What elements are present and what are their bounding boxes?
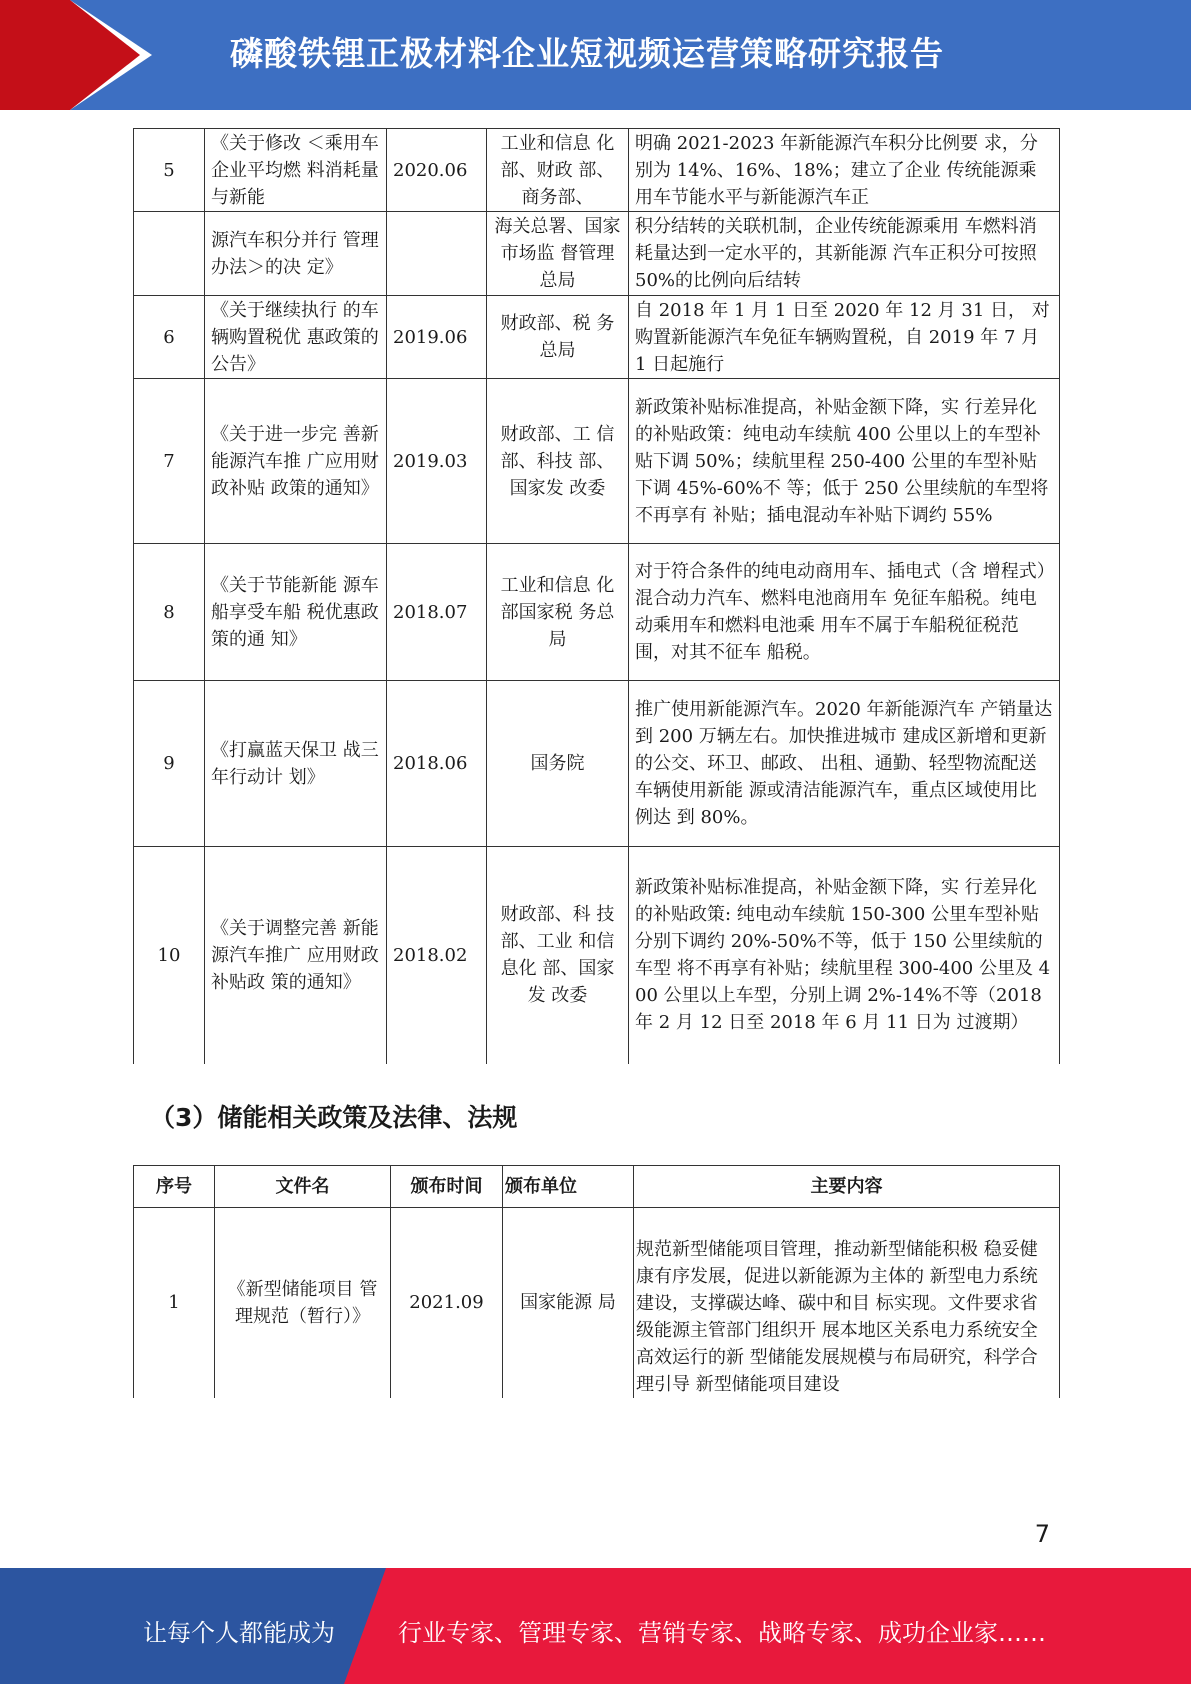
main-content: 对于符合条件的纯电动商用车、插电式（含 增程式）混合动力汽车、燃料电池商用车 免征车船税。纯电动乘用车和燃料电池乘 用车不属于车船税征税范围，对其不征车 船税。 [629,544,1060,681]
document-name: 源汽车积分并行 管理办法＞的决 定》 [205,212,387,296]
issue-date: 2020.06 [387,129,487,212]
table-row [134,1208,1060,1398]
issue-date: 2019.06 [387,296,487,379]
issuing-body: 财政部、工 信部、科技 部、国家发 改委 [487,379,629,544]
column-header-issuer: 颁布单位 [503,1166,634,1208]
document-name: 《关于继续执行 的车辆购置税优 惠政策的公告》 [205,296,387,379]
column-header-name: 文件名 [215,1166,391,1208]
table-row [134,296,1060,379]
document-name: 《新型储能项目 管理规范（暂行）》 [215,1208,391,1398]
section-heading: （3）储能相关政策及法律、法规 [150,1103,518,1132]
document-name: 《关于节能新能 源车船享受车船 税优惠政策的通 知》 [205,544,387,681]
header-red-band [0,0,70,110]
issuing-body: 工业和信息 化部国家税 务总局 [487,544,629,681]
main-content: 自 2018 年 1 月 1 日至 2020 年 12 月 31 日， 对购置新能源汽车免征车辆购置税，自 2019 年 7 月 1 日起施行 [629,296,1060,379]
issuing-body: 财政部、税 务总局 [487,296,629,379]
page-footer [0,1568,1191,1684]
issue-date: 2021.09 [391,1208,503,1398]
footer-slogan-left: 让每个人都能成为 [143,1619,335,1647]
row-index: 8 [134,544,205,681]
nev-policy-table [133,128,1060,1064]
report-title: 磷酸铁锂正极材料企业短视频运营策略研究报告 [230,34,944,73]
row-index: 5 [134,129,205,212]
issue-date [387,212,487,296]
row-index: 7 [134,379,205,544]
table-row [134,379,1060,544]
main-content: 新政策补贴标准提高，补贴金额下降，实 行差异化的补贴政策：纯电动车续航 400 公里以上的车型补贴下调 50%；续航里程 250-400 公里的车型补贴下调 45%-60%不 等；低于 250 公里续航的车型将不再享有 补贴；插电混动车补贴下调约 55% [629,379,1060,544]
issue-date: 2018.06 [387,681,487,847]
table-header-row [134,1166,1060,1208]
main-content: 规范新型储能项目管理，推动新型储能积极 稳妥健康有序发展，促进以新能源为主体的 新型电力系统建设，支撑碳达峰、碳中和目 标实现。文件要求省级能源主管部门组织开 展本地区关系电力系统安全高效运行的新 型储能发展规模与布局研究，科学合理引导 新型储能项目建设 [634,1208,1060,1398]
issuing-body: 财政部、科 技部、工业 和信息化 部、国家发 改委 [487,847,629,1064]
row-index: 9 [134,681,205,847]
issuing-body: 国务院 [487,681,629,847]
footer-slogan-right: 行业专家、管理专家、营销专家、战略专家、成功企业家…… [398,1619,1046,1647]
document-name: 《关于调整完善 新能源汽车推广 应用财政补贴政 策的通知》 [205,847,387,1064]
issue-date: 2019.03 [387,379,487,544]
main-content: 积分结转的关联机制，企业传统能源乘用 车燃料消耗量达到一定水平的，其新能源 汽车正积分可按照 50%的比例向后结转 [629,212,1060,296]
row-index [134,212,205,296]
issuing-body: 工业和信息 化部、财政 部、商务部、 [487,129,629,212]
row-index: 1 [134,1208,215,1398]
row-index: 6 [134,296,205,379]
issue-date: 2018.02 [387,847,487,1064]
page-number: 7 [1034,1520,1050,1548]
footer-blue-slant [344,1568,386,1684]
column-header-date: 颁布时间 [391,1166,503,1208]
header-chevron [70,0,140,110]
document-name: 《打赢蓝天保卫 战三年行动计 划》 [205,681,387,847]
document-name: 《关于修改 ＜乘用车企业平均燃 料消耗量与新能 [205,129,387,212]
main-content: 新政策补贴标准提高，补贴金额下降，实 行差异化的补贴政策: 纯电动车续航 150-300 公里车型补贴分别下调约 20%-50%不等，低于 150 公里续航的车型 将不再享有补贴；续航里程 300-400 公里及 400 公里以上车型，分别上调 2%-14%不等（2018 年 2 月 12 日至 2018 年 6 月 11 日为 过渡期） [629,847,1060,1064]
main-content: 推广使用新能源汽车。2020 年新能源汽车 产销量达到 200 万辆左右。加快推进城市 建成区新增和更新的公交、环卫、邮政、 出租、通勤、轻型物流配送车辆使用新能 源或清洁能源汽车，重点区域使用比例达 到 80%。 [629,681,1060,847]
energy-storage-policy-table [133,1165,1060,1398]
table-row [134,129,1060,212]
column-header-content: 主要内容 [634,1166,1060,1208]
table-row [134,544,1060,681]
main-content: 明确 2021-2023 年新能源汽车积分比例要 求，分别为 14%、16%、18%；建立了企业 传统能源乘用车节能水平与新能源汽车正 [629,129,1060,212]
row-index: 10 [134,847,205,1064]
issuing-body: 国家能源 局 [503,1208,634,1398]
table-row [134,681,1060,847]
table-row [134,847,1060,1064]
table-row [134,212,1060,296]
document-name: 《关于进一步完 善新能源汽车推 广应用财政补贴 政策的通知》 [205,379,387,544]
issue-date: 2018.07 [387,544,487,681]
column-header-index: 序号 [134,1166,215,1208]
issuing-body: 海关总署、国家市场监 督管理总局 [487,212,629,296]
page-header [0,0,1191,110]
